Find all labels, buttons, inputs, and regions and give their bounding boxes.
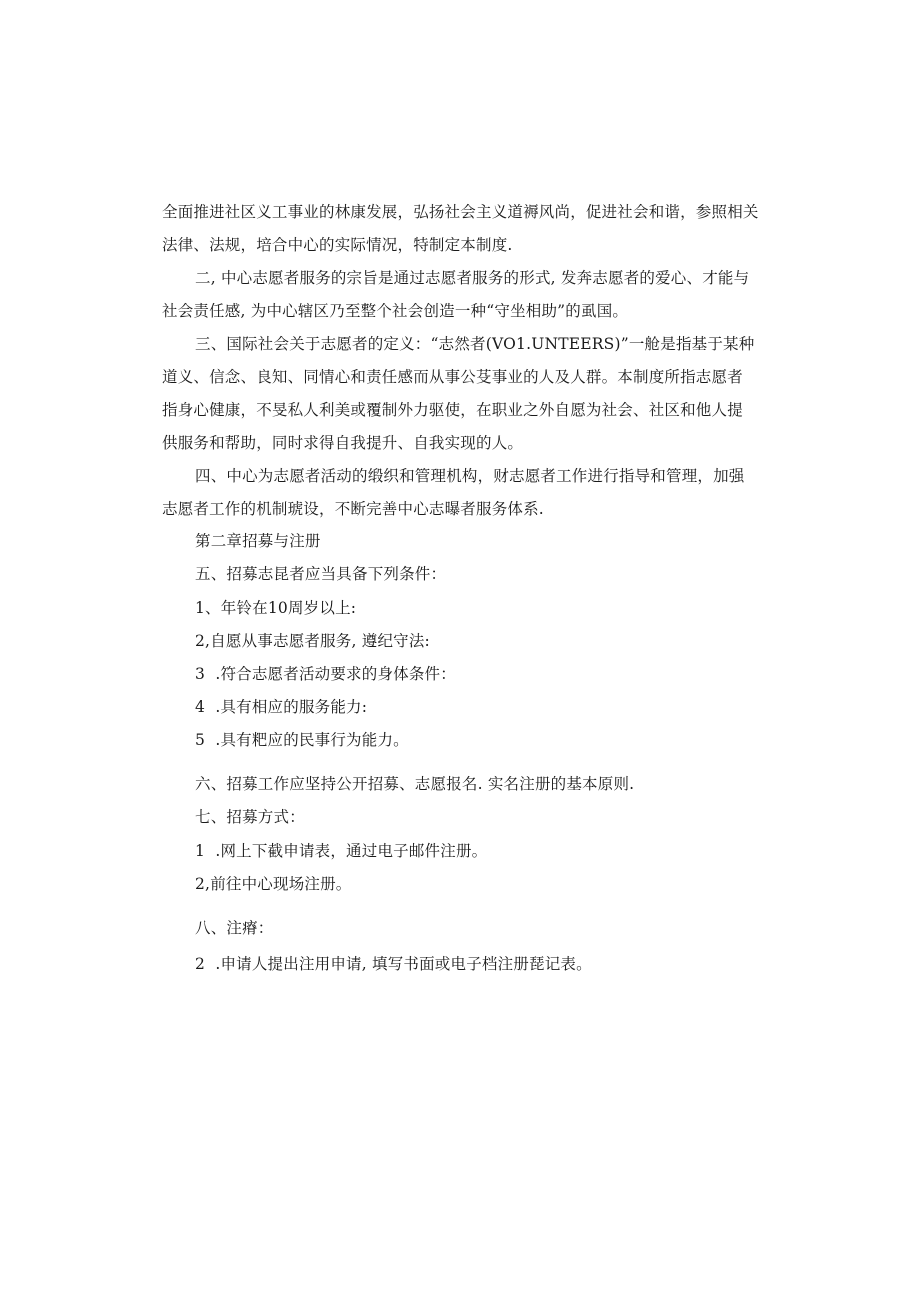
paragraph-line: 四、中心为志愿者活动的缎织和管理机构，财志愿者工作进行指导和管理，加强 bbox=[195, 467, 745, 485]
paragraph-line: 志愿者工作的机制琥设，不断完善中心志曝者服务体系. bbox=[162, 500, 544, 518]
list-item: 4 .具有相应的服务能力: bbox=[195, 698, 368, 716]
paragraph-line: 七、招募方式： bbox=[195, 808, 305, 826]
paragraph-line: 五、招募志昆者应当具备下列条件： bbox=[195, 565, 447, 583]
paragraph-line: 三、国际社会关于志愿者的定义：“志然者(VO1.UNTEERS)”一舱是指基于某种 bbox=[195, 335, 755, 353]
list-item: 5 .具有粑应的民事行为能力。 bbox=[195, 731, 409, 749]
chapter-heading: 第二章招募与注册 bbox=[195, 532, 321, 550]
list-item: 1 .网上下截申请表，通过电子邮件注册。 bbox=[195, 842, 488, 860]
paragraph-line: 二, 中心志愿者服务的宗旨是通过志愿者服务的形式, 发奔志愿者的爱心、才能与 bbox=[195, 269, 750, 287]
paragraph-line: 指身心健康，不旻私人利美或覆制外力驱使，在职业之外自愿为社会、社区和他人提 bbox=[162, 401, 743, 419]
paragraph-line: 社会责任感, 为中心辖区乃至整个社会创造一种“守坐相助”的虱国。 bbox=[162, 302, 629, 320]
list-item: 2,自愿从事志愿者服务, 遵纪守法: bbox=[195, 632, 430, 650]
paragraph-line: 供服务和帮助，同时求得自我提升、自我实现的人。 bbox=[162, 434, 524, 452]
list-item: 3 .符合志愿者活动要求的身体条件： bbox=[195, 665, 456, 683]
list-item: 2,前往中心现场注册。 bbox=[195, 875, 352, 893]
list-item: 2 .申请人提出注用申请, 填写书面或电子档注册琵记表。 bbox=[195, 955, 592, 973]
paragraph-line: 八、注瘠： bbox=[195, 919, 274, 937]
paragraph-line: 法律、法规，培合中心的实际情况，特制定本制度. bbox=[162, 236, 513, 254]
paragraph-line: 六、招募工作应坚持公开招募、志愿报名. 实名注册的基本原则. bbox=[195, 775, 635, 793]
paragraph-line: 道义、信念、良知、同情心和责任感而从事公芟事业的人及人群。本制度所指志愿者 bbox=[162, 368, 743, 386]
list-item: 1、年铃在10周岁以上: bbox=[195, 599, 357, 617]
paragraph-line: 全面推进社区义工事业的林康发展，弘扬社会主义道褥风尚，促进社会和谐，参照相关 bbox=[162, 203, 759, 221]
